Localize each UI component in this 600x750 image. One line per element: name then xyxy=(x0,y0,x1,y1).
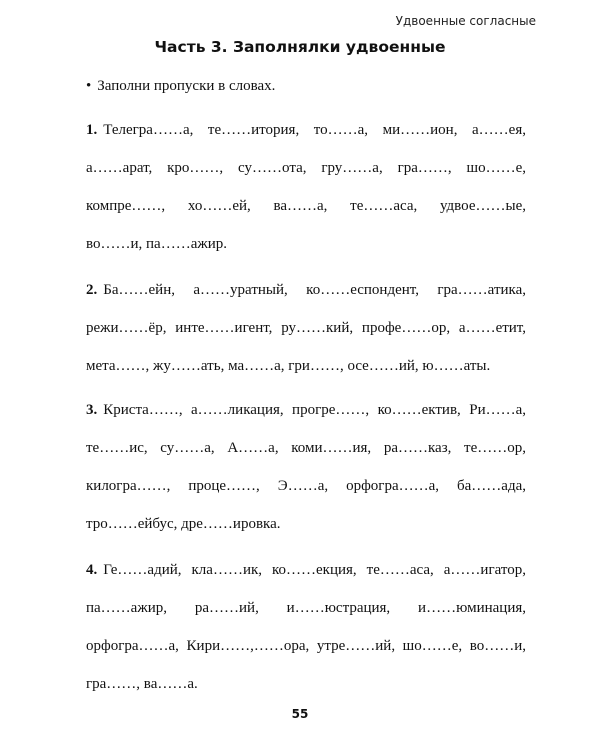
exercise-line: режи……ёр, инте……игент, ру……кий, профе……ор, а……етит, xyxy=(86,320,526,336)
running-header: Удвоенные согласные xyxy=(395,14,536,28)
exercise-text: Телегра……а, те……итория, то……а, ми……ион, а……ея, xyxy=(103,122,526,138)
exercise-line xyxy=(86,120,526,140)
exercise-number: 3. xyxy=(86,402,98,418)
exercise-2 xyxy=(86,280,526,376)
exercise-line: те……ис, су……а, А……а, коми……ия, ра……каз, те……ор, xyxy=(86,440,526,456)
exercise-line: гра……, ва……а. xyxy=(86,676,198,692)
exercise-text: Ба……ейн, а……уратный, ко……еспондент, гра……атика, xyxy=(103,282,526,298)
exercise-number: 2. xyxy=(86,282,98,298)
exercise-number: 1. xyxy=(86,122,98,138)
exercise-number: 4. xyxy=(86,562,98,578)
bullet-icon: • xyxy=(86,78,92,94)
exercise-line: па……ажир, ра……ий, и……юстрация, и……юминация, xyxy=(86,600,526,616)
exercise-text: Ге……адий, кла……ик, ко……екция, те……аса, а……игатор, xyxy=(103,562,526,578)
exercise-line xyxy=(86,400,526,420)
page-title: Часть 3. Заполнялки удвоенные xyxy=(154,38,446,56)
exercise-line: тро……ейбус, дре……ировка. xyxy=(86,516,281,532)
page-number: 55 xyxy=(291,707,309,721)
exercise-4 xyxy=(86,560,526,694)
exercise-line: орфогра……а, Кири……,……ора, утре……ий, шо……е, во……и, xyxy=(86,638,526,654)
exercise-3 xyxy=(86,400,526,534)
exercise-1 xyxy=(86,120,526,254)
instruction xyxy=(86,78,275,95)
exercise-line xyxy=(86,280,526,300)
exercise-line: а……арат, кро……, су……ота, гру……а, гра……, шо……е, xyxy=(86,160,526,176)
exercise-text: Криста……, а……ликация, прогре……, ко……ектив, Ри……а, xyxy=(103,402,526,418)
exercise-line: килогра……, проце……, Э……а, орфогра……а, ба……ада, xyxy=(86,478,526,494)
exercise-line: во……и, па……ажир. xyxy=(86,236,227,252)
instruction-text: Заполни пропуски в словах. xyxy=(97,78,276,94)
exercise-line xyxy=(86,560,526,580)
exercise-line: компре……, хо……ей, ва……а, те……аса, удвое……ые, xyxy=(86,198,526,214)
exercise-line: мета……, жу……ать, ма……а, гри……, осе……ий, ю……аты. xyxy=(86,358,491,374)
